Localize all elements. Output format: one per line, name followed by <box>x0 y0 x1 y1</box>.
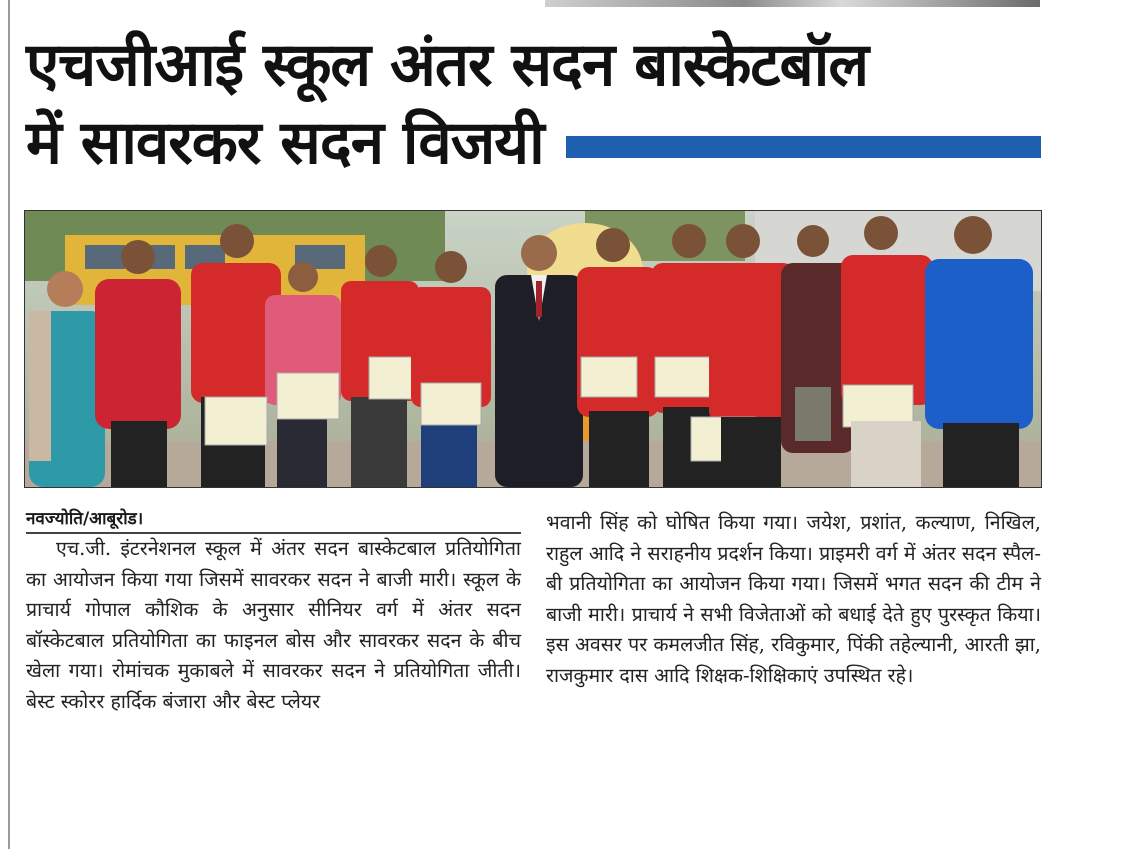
headline-line-2: में सावरकर सदन विजयी <box>26 108 544 178</box>
column-divider <box>8 0 10 849</box>
team-photo <box>24 210 1042 488</box>
headline-line-2-row <box>26 104 1041 182</box>
article-column-1 <box>26 534 521 717</box>
article-paragraph-2: भवानी सिंह को घोषित किया गया। जयेश, प्रशांत, कल्याण, निखिल, राहुल आदि ने सराहनीय प्रदर्शन किया। प्राइमरी वर्ग में अंतर सदन स्पैल-बी प्रतियोगिता का आयोजन किया गया। जिसमें भगत सदन की टीम ने बाजी मारी। प्राचार्य ने सभी विजेताओं को बधाई देते हुए पुरस्कृत किया। इस अवसर पर कमलजीत सिंह, रविकुमार, पिंकी तहेल्यानी, आरती झा, राजकुमार दास आदि शिक्षक-शिक्षिकाएं उपस्थित रहे। <box>546 511 1041 687</box>
accent-bar <box>566 136 1041 158</box>
previous-article-image-edge <box>545 0 1040 7</box>
headline <box>26 26 1041 182</box>
headline-line-1: एचजीआई स्कूल अंतर सदन बास्केटबॉल <box>26 30 869 100</box>
article-column-2 <box>546 508 1041 691</box>
team-photo-illustration <box>25 211 1041 487</box>
article-paragraph-1: एच.जी. इंटरनेशनल स्कूल में अंतर सदन बास्केटबाल प्रतियोगिता का आयोजन किया गया जिसमें सावरकर सदन ने बाजी मारी। स्कूल के प्राचार्य गोपाल कौशिक के अनुसार सीनियर वर्ग में अंतर सदन बॉस्केटबाल प्रतियोगिता का फाइनल बोस और सावरकर सदन के बीच खेला गया। रोमांचक मुकाबले में सावरकर सदन ने प्रतियोगिता जीती। बेस्ट स्कोरर हार्दिक बंजारा और बेस्ट प्लेयर <box>26 537 521 713</box>
byline: नवज्योति/आबूरोड। <box>26 506 521 534</box>
